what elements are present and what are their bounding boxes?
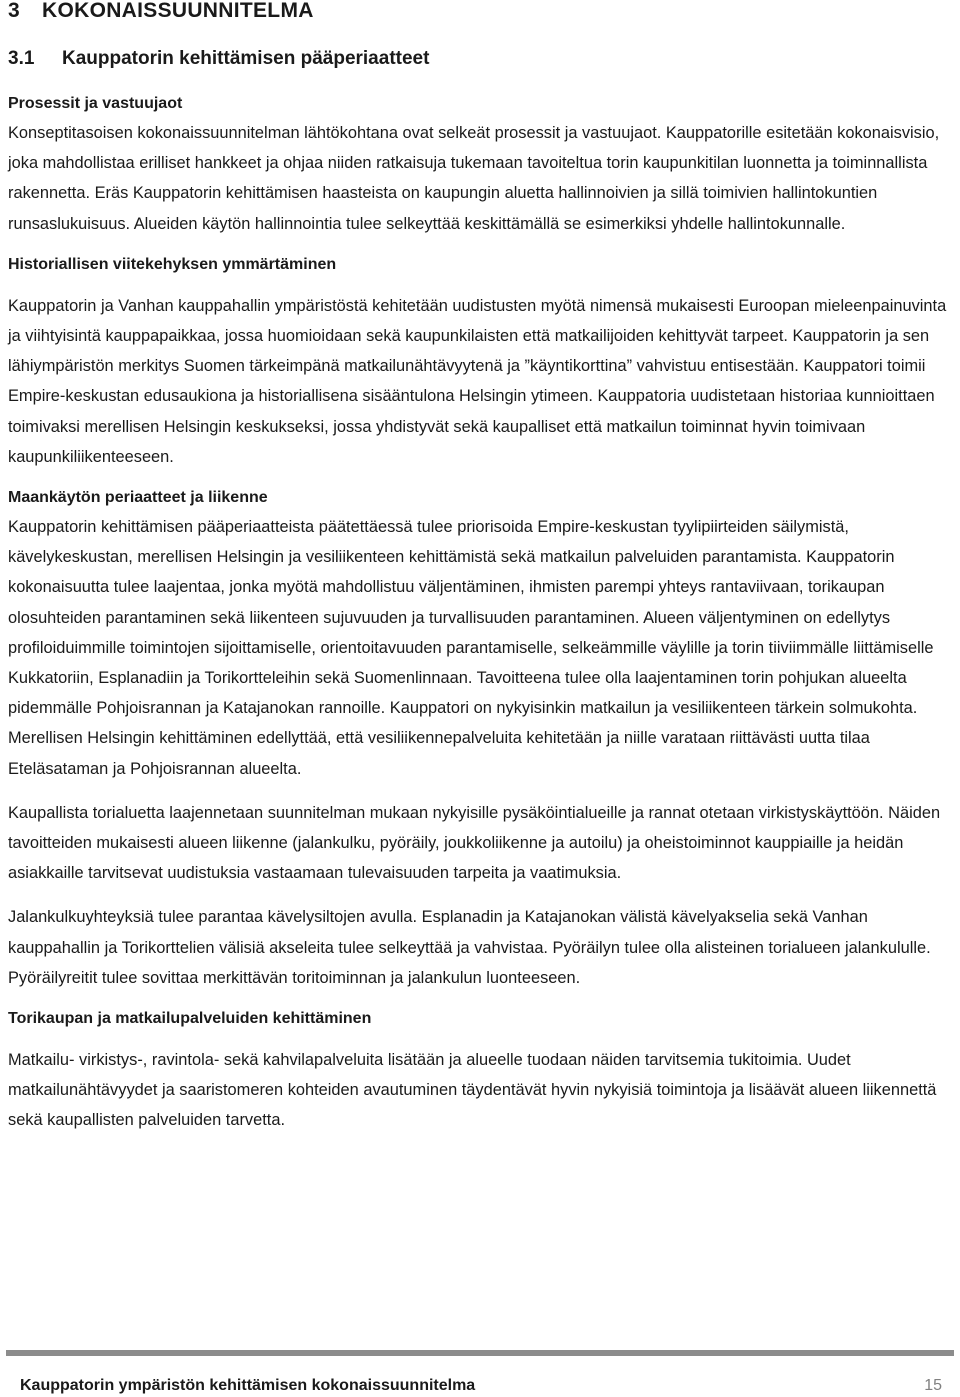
page-number: 15 bbox=[924, 1377, 942, 1394]
subheading-processes: Prosessit ja vastuujaot bbox=[8, 95, 183, 112]
subheading-tourism: Torikaupan ja matkailupalveluiden kehittäminen bbox=[8, 1010, 372, 1028]
paragraph-history: Kauppatorin ja Vanhan kauppahallin ympäristöstä kehitetään uudistusten myötä nimensä mukaisesti Euroopan mieleenpainuvinta ja viihtyisintä kauppapaikkaa, jossa huomioidaan sekä kaupunkilaisten että matkailijoiden kehittyvät tarpeet. Kauppatorin ja sen lähiympäristön merkitys Suomen tärkeimpänä matkailunähtävyytenä ja ”käyntikorttina” vahvistuu entisestään. Kauppatori toimii Empire-keskustan edusaukiona ja historiallisena sisääntulona Helsingin ytimeen. Kauppatoria uudistetaan historiaa kunnioittaen toimivaksi merellisen Helsingin keskukseksi, jossa yhdistyvät sekä kaupalliset että matkailun toiminnat hyvin toimivaan kaupunkiliikenteeseen. bbox=[8, 296, 947, 466]
paragraph-land-use: Kauppatorin kehittämisen pääperiaatteista päätettäessä tulee priorisoida Empire-keskustan tyylipiirteiden säilymistä, kävelykeskustan, merellisen Helsingin ja vesiliikenteen kehittämistä sekä matkailun palveluiden parantamista. Kauppatorin kokonaisuutta tulee laajentaa, jonka myötä mahdollistuu väljentäminen, ihmisten parempi yhteys rantaviivaan, torikaupan olosuhteiden parantaminen sekä liikenteen sujuvuuden ja turvallisuuden parantaminen. Alueen väljentyminen on edellytys profiloiduimmille toimintojen sijoittamiselle, orientoitavuuden parantamiselle, selkeämmille väylille ja torin tiiviimmälle liittämiselle Kukkatoriin, Esplanadiin ja Torikortteleihin sekä Suomenlinnaan. Tavoitteena tulee olla laajentaminen torin pohjukan alueelta pidemmälle Pohjoisrannan ja Katajanokan rannoille. Kauppatori on nykyisinkin matkailun ja vesiliikenteen tärkein solmukohta. Merellisen Helsingin kehittäminen edellyttää, että vesiliikennepalveluita kehitetään ja niille varataan riittävästi uutta tilaa Eteläsataman ja Pohjoisrannan alueelta. bbox=[8, 518, 934, 778]
chapter-heading bbox=[8, 0, 314, 28]
subheading-land-use: Maankäytön periaatteet ja liikenne bbox=[8, 489, 268, 507]
footer-title: Kauppatorin ympäristön kehittämisen kokonaissuunnitelma bbox=[20, 1377, 476, 1394]
paragraph-market-expansion: Kaupallista torialuetta laajennetaan suunnitelman mukaan nykyisille pysäköintialueille ja rannat otetaan virkistyskäyttöön. Näiden tavoitteiden mukaisesti alueen liikenne (jalankulku, pyöräily, joukkoliikenne ja autoilu) ja oheistoiminnot kauppiaille ja heidän asiakkaille tarvitsevat uudistuksia vastaamaan tulevaisuuden tarpeita ja vaatimuksia. bbox=[8, 803, 941, 883]
section-number: 3.1 bbox=[8, 48, 35, 69]
subheading-history: Historiallisen viitekehyksen ymmärtäminen bbox=[8, 255, 337, 273]
chapter-title: KOKONAISSUUNNITELMA bbox=[42, 0, 314, 22]
footer-divider bbox=[6, 1350, 954, 1356]
paragraph-processes: Konseptitasoisen kokonaissuunnitelman lähtökohtana ovat selkeät prosessit ja vastuujaot. Kauppatorille esitetään kokonaisvisio, joka mahdollistaa erilliset hankkeet ja ohjaa niiden ratkaisuja tukemaan tavoiteltua torin kaupunkitilan luonnetta ja toiminnallista rakennetta. Eräs Kauppatorin kehittämisen haasteista on kaupungin aluetta hallinnoivien ja sillä toimivien hallintokuntien runsaslukuisuus. Alueiden käytön hallinnointia tulee selkeyttää keskittämällä se esimerkiksi yhdelle hallintokunnalle. bbox=[8, 124, 940, 233]
section-heading bbox=[8, 44, 429, 74]
body-content bbox=[8, 90, 953, 1136]
paragraph-tourism: Matkailu- virkistys-, ravintola- sekä kahvilapalveluita lisätään ja alueelle tuodaan näiden tarvitsemia tukitoimia. Uudet matkailunähtävyydet ja saaristomeren kohteiden avautuminen täydentävät hyvin nykyisiä toimintoja ja lisäävät alueen liikennettä sekä kaupallisten palveluiden tarvetta. bbox=[8, 1051, 937, 1130]
paragraph-pedestrian: Jalankulkuyhteyksiä tulee parantaa kävelysiltojen avulla. Esplanadin ja Katajanokan välistä kävelyakselia sekä Vanhan kauppahallin ja Torikorttelien välisiä akseleita tulee selkeyttää ja vahvistaa. Pyöräilyn tulee olla alisteinen torialueen jalankululle. Pyöräilyreitit tulee sovittaa merkittävän toritoiminnan ja jalankulun luonteeseen. bbox=[8, 908, 931, 987]
section-title: Kauppatorin kehittämisen pääperiaatteet bbox=[62, 48, 430, 69]
chapter-number: 3 bbox=[8, 0, 20, 22]
